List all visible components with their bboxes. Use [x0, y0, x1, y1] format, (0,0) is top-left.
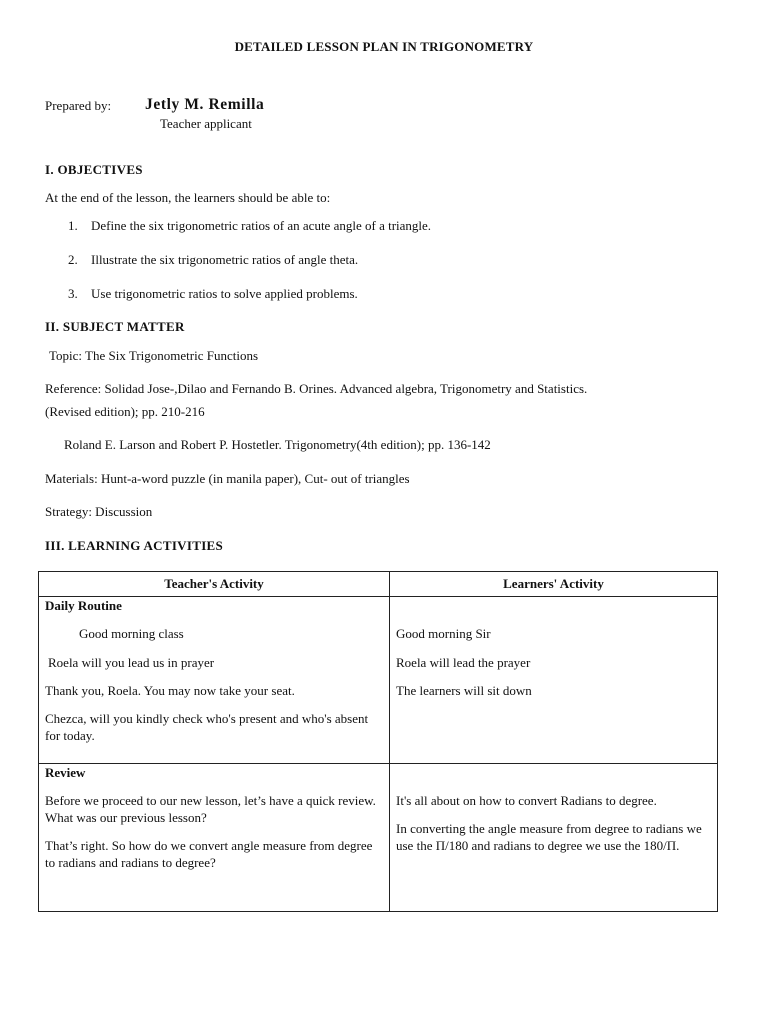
table-row	[39, 597, 718, 764]
prepared-by-label: Prepared by:	[45, 98, 112, 113]
learner-activity-header: Learners' Activity	[390, 572, 718, 597]
objective-text: Illustrate the six trigonometric ratios of angle theta.	[91, 252, 359, 267]
activities-table	[38, 571, 718, 912]
objective-text: Define the six trigonometric ratios of an acute angle of a triangle.	[91, 218, 432, 233]
table-row	[39, 764, 718, 912]
subject-matter-heading: II. SUBJECT MATTER	[45, 319, 185, 334]
reference-line-1: Reference: Solidad Jose-,Dilao and Fernando B. Orines. Advanced algebra, Trigonometry and Statistics.	[45, 381, 588, 396]
objectives-intro: At the end of the lesson, the learners should be able to:	[45, 190, 331, 205]
reference-line-2: Roland E. Larson and Robert P. Hostetler. Trigonometry(4th edition); pp. 136-142	[64, 437, 491, 452]
teacher-line: Before we proceed to our new lesson, let’s have a quick review. What was our previous lesson?	[45, 793, 376, 825]
table-header-row	[39, 572, 718, 597]
objective-number: 1.	[68, 218, 78, 233]
learner-line: Good morning Sir	[396, 626, 491, 641]
document-title: DETAILED LESSON PLAN IN TRIGONOMETRY	[234, 39, 534, 54]
teacher-line: Chezca, will you kindly check who's present and who's absent for today.	[45, 711, 369, 743]
teacher-line: Thank you, Roela. You may now take your seat.	[45, 683, 295, 698]
strategy-line: Strategy: Discussion	[45, 504, 153, 519]
materials-line: Materials: Hunt-a-word puzzle (in manila paper), Cut- out of triangles	[45, 471, 410, 486]
review-label: Review	[45, 765, 86, 780]
daily-routine-learner-cell	[390, 597, 718, 764]
preparer-name: Jetly M. Remilla	[145, 96, 265, 113]
learning-activities-heading: III. LEARNING ACTIVITIES	[45, 538, 224, 553]
learner-line: The learners will sit down	[396, 683, 532, 698]
teacher-line: That’s right. So how do we convert angle measure from degree to radians and radians to degree?	[45, 838, 373, 870]
learner-line: It's all about on how to convert Radians to degree.	[396, 793, 657, 808]
daily-routine-teacher-cell	[39, 597, 390, 764]
objective-number: 3.	[68, 286, 78, 301]
learner-line: Roela will lead the prayer	[396, 655, 531, 670]
objectives-heading: I. OBJECTIVES	[45, 162, 143, 177]
review-learner-cell	[390, 764, 718, 912]
topic-line: Topic: The Six Trigonometric Functions	[49, 348, 259, 363]
objective-text: Use trigonometric ratios to solve applied problems.	[91, 286, 358, 301]
objective-number: 2.	[68, 252, 78, 267]
teacher-activity-header: Teacher's Activity	[39, 572, 390, 597]
learner-line: In converting the angle measure from degree to radians we use the Π/180 and radians to degree we use the 180/Π.	[396, 821, 702, 853]
reference-line-1b: (Revised edition); pp. 210-216	[45, 404, 205, 419]
daily-routine-label: Daily Routine	[45, 598, 122, 613]
teacher-line: Good morning class	[79, 626, 184, 641]
review-teacher-cell	[39, 764, 390, 912]
preparer-role: Teacher applicant	[160, 116, 252, 131]
teacher-line: Roela will you lead us in prayer	[48, 655, 215, 670]
